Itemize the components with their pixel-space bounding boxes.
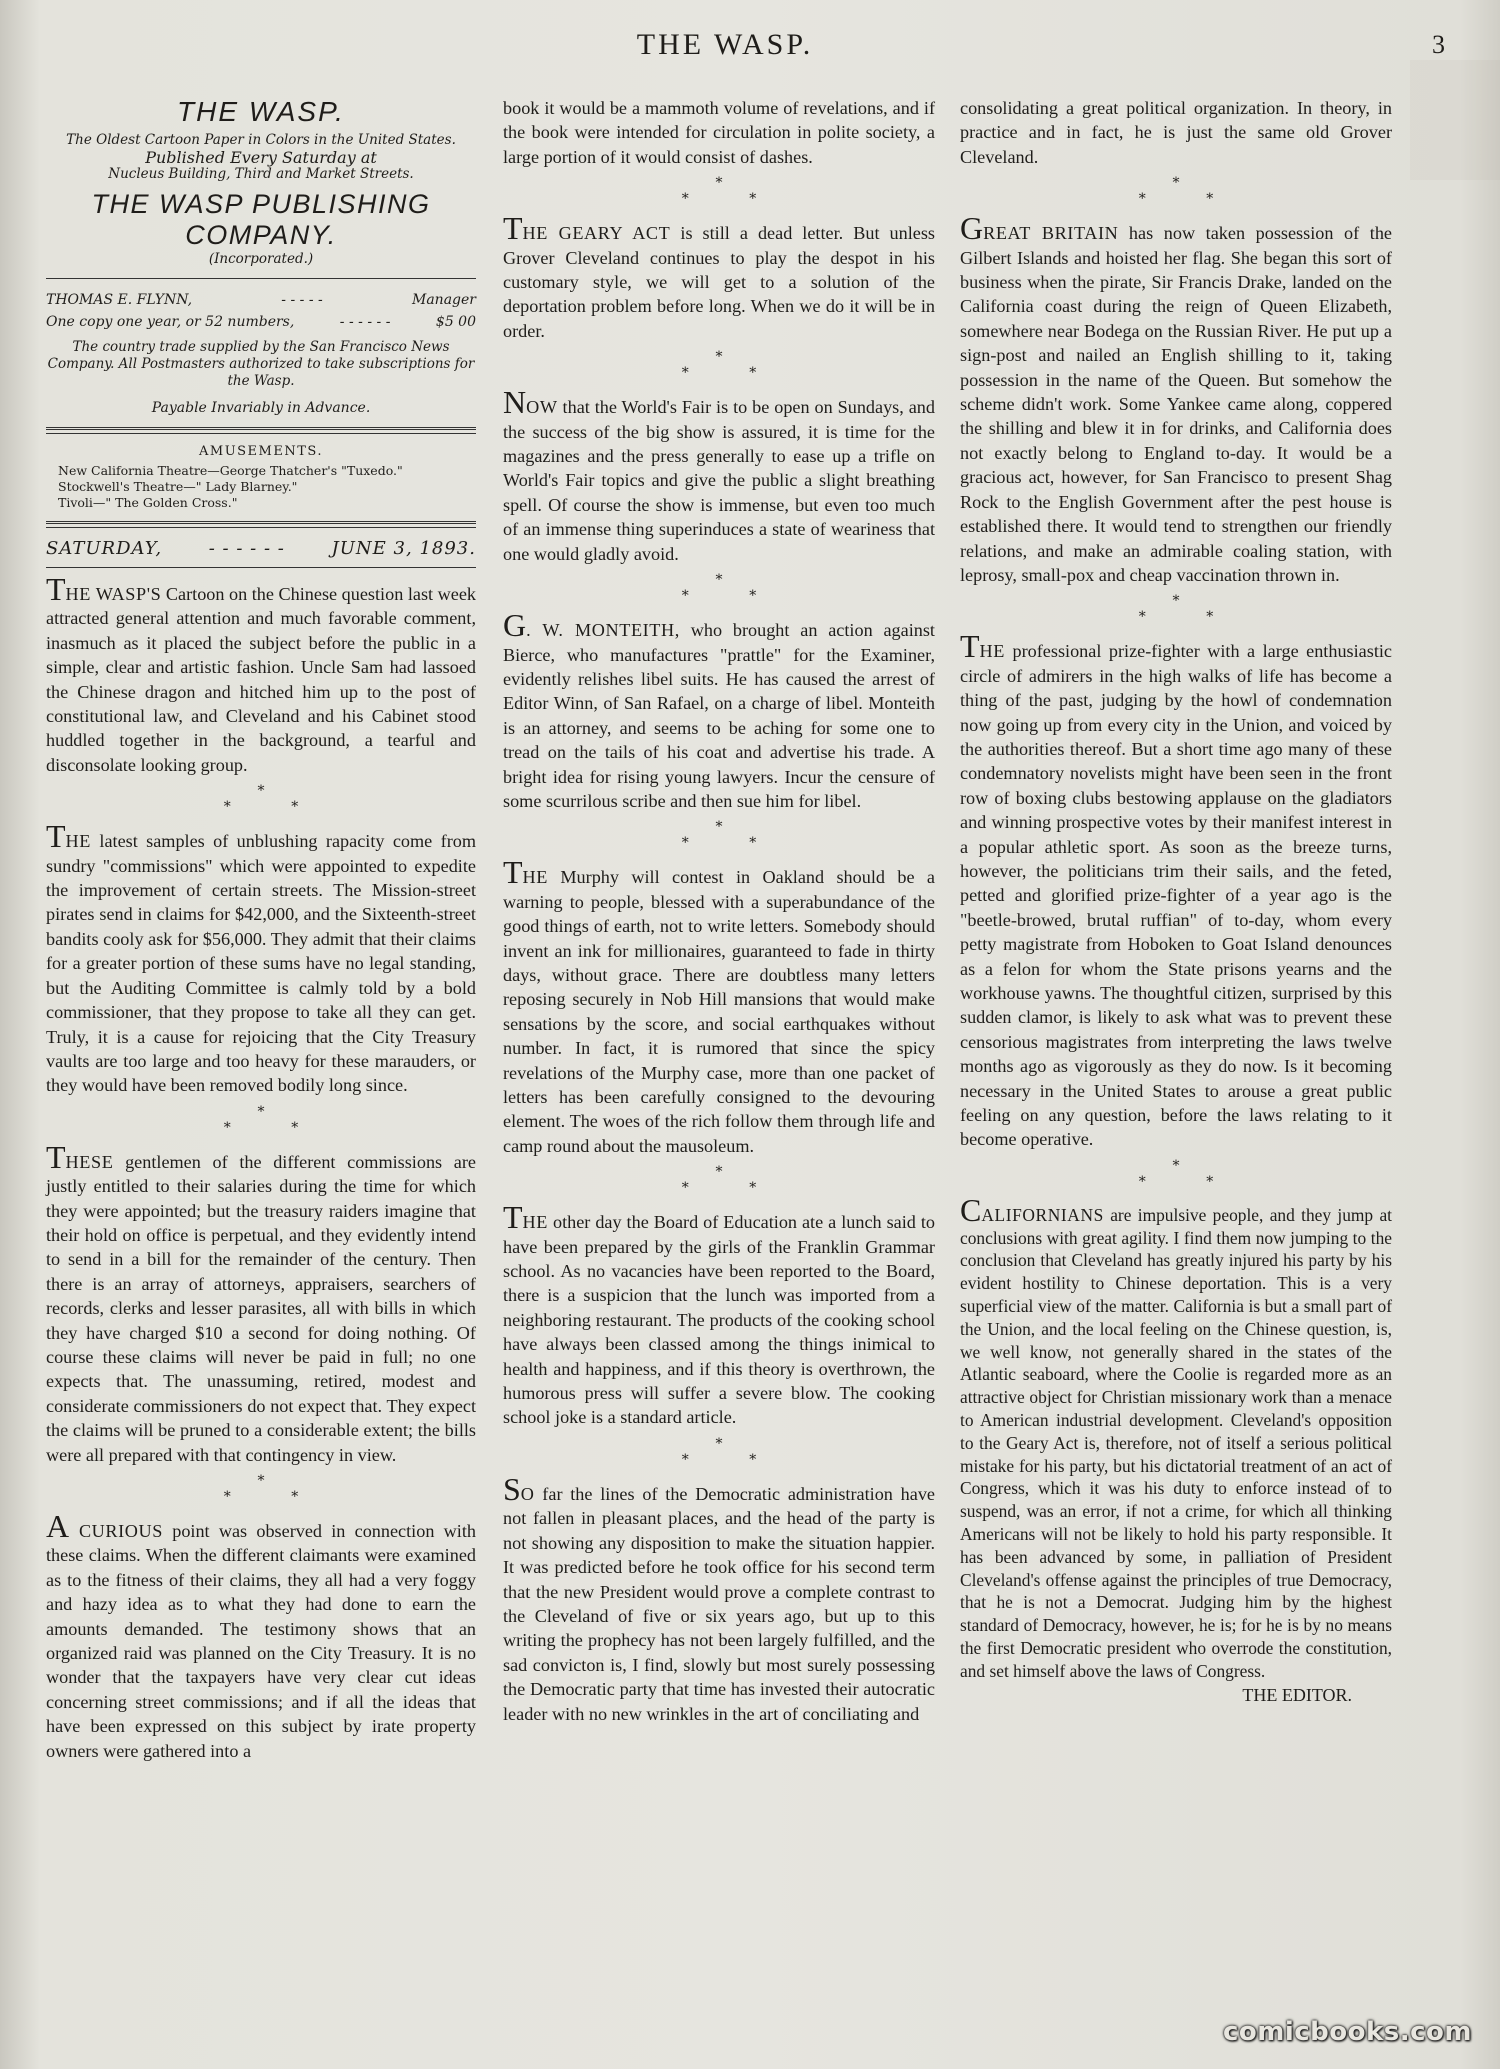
article-paragraph <box>503 1470 935 1726</box>
manager-name: THOMAS E. FLYNN, <box>46 292 193 308</box>
article-paragraph <box>503 607 935 813</box>
section-separator: * * * <box>1138 593 1242 626</box>
divider <box>46 278 476 279</box>
divider <box>46 567 476 568</box>
drop-cap: T <box>46 571 66 607</box>
section-separator: * * * <box>681 572 785 605</box>
paper-stain <box>1410 60 1500 180</box>
article-paragraph <box>46 818 476 1097</box>
paragraph-text: professional prize-fighter with a large enthusiastic circle of admirers in the high walks of life has become a thing of the past, judging by the howl of condemnation now going up from every city in the Union, and voiced by the authorities thereof. But a short time ago many of these condemnatory novelists might have been seen in the front row of boxing clubs bestowing applause on the gladiators and winning prospective votes by their manifest interest in a popular athletic sport. As soon as the breeze turns, however, the politicians trim their sails, and the feted, petted and glorified prize-fighter of a year ago is the "beetle-browed, brutal ruffian" of to-day, whom every petty magistrate from Hoboken to Goat Island denounces as a felon for whom the State prisons yearns and the workhouse yawns. The thoughtful citizen, surprised by this sudden clamor, is likely to ask what was to prevent these censorious magistrates from interpreting the laws twelve months ago as vigorously as they do now. Is it becoming necessary in the United States to arouse a great public feeling on any question, before the laws relating to it become operative. <box>960 641 1392 1150</box>
drop-cap: T <box>960 628 980 665</box>
paragraph-text: consolidating a great political organization. In theory, in practice and in fact, he is just the same old Grover Cleveland. <box>960 98 1392 167</box>
lead-words: HE <box>522 1212 548 1233</box>
double-divider <box>46 427 476 434</box>
paragraph-text: latest samples of unblushing rapacity come from sundry "commissions" which were appointed to expedite the improvement of certain streets. The Mission-street pirates send in claims for $42,000, and the Sixteenth-street bandits cooly ask for $56,000. They admit that their claims for a greater portion of these sums have no legal standing, but the Auditing Committee is calmly told by a bold commissioner, that they propose to take all they can get. Truly, it is a cause for rejoicing that the City Treasury vaults are too large and too heavy for these marauders, or they would have been removed bodily long since. <box>46 831 476 1096</box>
article-paragraph <box>503 210 935 343</box>
article-paragraph <box>960 1191 1392 1683</box>
article-paragraph <box>503 1199 935 1430</box>
editor-signature: THE EDITOR. <box>1242 1684 1352 1705</box>
article-paragraph <box>46 1138 476 1467</box>
page-number: 3 <box>1432 30 1445 59</box>
drop-cap: N <box>503 384 527 421</box>
lead-words: OW <box>526 397 558 418</box>
masthead <box>46 96 476 568</box>
masthead-published: Published Every Saturday at <box>145 148 377 167</box>
section-separator: * * * <box>681 1435 785 1468</box>
paragraph-text: gentlemen of the different commissions are justly entitled to their salaries during the time for which they were appointed; but the treasury raiders imagine that their hold on office is perpetual, and they evidently intend to send in a bill for the remainder of the century. Then there is an array of attorneys, appraisers, searchers of records, clerks and lesser parasites, all with bills in which they have charged $10 a second for doing nothing. Of course these claims will never be paid in full; no one expects that. The unassuming, retired, modest and considerate commissioners do not expect that. They expect the claims will be pruned to a considerable extent; the bills were all prepared with that contingency in view. <box>46 1151 476 1465</box>
paragraph-text: that the World's Fair is to be open on Sundays, and the success of the big show is assured, it is time for the magazines and the press generally to ease up a trifle on World's Fair topics and give the public a slight breathing spell. Of course the show is immense, but even too much of an immense thing superinduces a state of weariness that one would gladly avoid. <box>503 397 935 564</box>
dateline <box>46 538 476 559</box>
amusement-item: Stockwell's Theatre—" Lady Blarney." <box>58 479 298 494</box>
price-row <box>46 311 476 333</box>
lead-words: REAT BRITAIN <box>983 223 1119 244</box>
price-dashes: - - - - - - <box>339 314 391 330</box>
masthead-tagline: The Oldest Cartoon Paper in Colors in the United States. <box>66 132 456 148</box>
article-paragraph <box>960 210 1392 587</box>
article-paragraph <box>46 1508 476 1763</box>
paragraph-text: who brought an action against Bierce, who manufactures "prattle" for the Examiner, evidently relishes libel suits. He has caused the arrest of Editor Winn, of San Rafael, on a charge of libel. Monteith is an attorney, and seems to be aching for some one to tread on the tails of his coat and advertise his trade. A bright idea for rising young lawyers. Incur the censure of some scurrilous scribe and then sue him for libel. <box>503 620 935 811</box>
lead-words: HE GEARY ACT <box>522 223 671 244</box>
article-paragraph <box>960 96 1392 169</box>
section-separator: * * * <box>223 783 327 816</box>
section-separator: * * * <box>223 1103 327 1136</box>
section-separator: * * * <box>681 1164 785 1197</box>
amusement-item: New California Theatre—George Thatcher's "Tuxedo." <box>58 463 403 478</box>
price-text: One copy one year, or 52 numbers, <box>46 314 295 330</box>
article-paragraph <box>503 384 935 566</box>
masthead-publisher: THE WASP PUBLISHING COMPANY. <box>91 189 431 250</box>
section-separator: * * * <box>681 819 785 852</box>
drop-cap: A <box>46 1508 70 1544</box>
masthead-address: Nucleus Building, Third and Market Streets. <box>108 166 414 182</box>
lead-words: CURIOUS <box>69 1521 163 1541</box>
watermark: comicbooks.com <box>1222 2017 1472 2047</box>
drop-cap: S <box>503 1470 521 1507</box>
drop-cap: G <box>960 210 984 247</box>
drop-cap: T <box>503 854 523 891</box>
lead-words: . W. MONTEITH, <box>526 620 680 641</box>
masthead-incorporated: (Incorporated.) <box>208 251 314 267</box>
paragraph-text: has now taken possession of the Gilbert Islands and hoisted her flag. She began this sort of business when the pirate, Sir Francis Drake, landed on the California coast during the reign of Queen Elizabeth, somewhere near Bodega on the Russian River. He put up a sign-post and nailed an English shilling to it, taking possession in the name of the Queen. But somehow the scheme didn't work. Some Yankee came along, coppered the shilling and blew it in for drinks, and California does not exactly belong to England to-day. It would be a gracious act, however, for San Francisco to present Shag Rock to the English Government after the pest house is established there. It would tend to strengthen our friendly relations, and make an admirable coaling station, with leprosy, small-pox and cheap vaccination thrown in. <box>960 223 1392 585</box>
paragraph-text: far the lines of the Democratic administration have not fallen in pleasant places, and the head of the party is not showing any disposition to make the situation happier. It was predicted before he took office for his second term that the new President would prove a complete contrast to the Cleveland of five or six years ago, but up to this writing the prophecy has not been largely fulfilled, and the sad convicton is, I find, slowly but most surely possessing the Democratic party that time has invested their autocratic leader with no new wrinkles in the art of conciliating and <box>503 1483 935 1724</box>
column-3 <box>960 96 1392 1706</box>
price-value: $5 00 <box>435 314 476 330</box>
drop-cap: T <box>46 818 66 855</box>
paragraph-text: point was observed in connection with these claims. When the different claimants were examined as to the fitness of their claims, they all had a very foggy and hazy idea as to what they had done to earn the amounts demanded. The testimony shows that an organized raid was planned on the City Treasury. It is no wonder that the taxpayers have very clear cut ideas concerning street commissions; and if all the ideas that have been expressed on this subject by irate property owners were gathered into a <box>46 1521 476 1761</box>
amusement-item: Tivoli—" The Golden Cross." <box>58 495 238 510</box>
lead-words: HE <box>65 831 91 852</box>
section-separator: * * * <box>681 175 785 208</box>
lead-words: HE <box>979 641 1005 662</box>
drop-cap: C <box>960 1191 982 1228</box>
manager-dashes: - - - - - <box>281 292 323 308</box>
manager-title: Manager <box>412 292 476 308</box>
section-separator: * * * <box>1138 175 1242 208</box>
payable-note: Payable Invariably in Advance. <box>151 400 371 416</box>
date-day: SATURDAY, <box>46 538 163 559</box>
paragraph-text: Murphy will contest in Oakland should be a warning to people, blessed with a superabundance of the good things of earth, not to write letters. Somebody should invent an ink for millionaires, guaranteed to fade in thirty days, without grace. There are doubtless many letters reposing securely in Nob Hill mansions that would make sensations by the score, and social earthquakes without number. In fact, it is rumored that since the spicy revelations of the Murphy case, more than one packet of letters has been carefully consigned to the devouring element. The woes of the rich follow them through life and camp round about the mausoleum. <box>503 867 935 1156</box>
amusements-heading: AMUSEMENTS. <box>199 444 323 459</box>
drop-cap: T <box>503 1199 523 1236</box>
drop-cap: T <box>46 1138 66 1175</box>
date-dashes: - - - - - - <box>208 538 285 559</box>
lead-words: ALIFORNIANS <box>981 1204 1104 1225</box>
column-2 <box>503 96 935 1726</box>
article-paragraph <box>503 854 935 1158</box>
section-separator: * * * <box>1138 1157 1242 1190</box>
date-value: JUNE 3, 1893. <box>331 538 476 559</box>
paragraph-text: is still a dead letter. But unless Grover Cleveland continues to play the despot in his customary style, we will get to a solution of the deportation problem before long. When we do it will be in order. <box>503 223 935 341</box>
lead-words: O <box>520 1483 535 1504</box>
trade-note: The country trade supplied by the San Francisco News Company. All Postmasters authorized to take subscriptions for the Wasp. <box>47 339 475 389</box>
lead-words: HESE <box>65 1151 114 1172</box>
drop-cap: T <box>503 210 523 247</box>
paragraph-text: are impulsive people, and they jump at conclusions with great agility. I find them now jumping to the conclusion that Cleveland has greatly injured his party by his evident hostility to Chinese deportation. This is a very superficial view of the matter. California is but a small part of the Union, and the local feeling on the Chinese question, is, we well know, not generally shared in the states of the Atlantic seaboard, where the Coolie is regarded more as an attractive object for Christian missionary work than a menace to American industrial development. Cleveland's opposition to the Geary Act is, therefore, not of itself a serious political mistake for his party, but his dictatorial treatment of an act of Congress, which it was his duty to enforce instead of to suspend, was an error, if not a crime, for which all thinking Americans will not be likely to hold his party responsible. It has been advanced by some, in palliation of President Cleveland's offense against the principles of true Democracy, that he is not a Democrat. Judging him by the highest standard of Democracy, however, he is; for he is by no means the first Democratic president who overrode the constitution, and set himself above the laws of Congress. <box>960 1204 1392 1681</box>
double-divider <box>46 521 476 528</box>
paragraph-text: Cartoon on the Chinese question last week attracted general attention and much favorable comment, inasmuch as it placed the subject before the public in a simple, clear and artistic fashion. Uncle Sam had lassoed the Chinese dragon and hitched him up to the post of constitutional law, and Cleveland and his Cabinet stood huddled together in the background, a tearful and disconsolate looking group. <box>46 584 477 775</box>
paragraph-text: other day the Board of Education ate a lunch said to have been prepared by the girls of the Franklin Grammar school. As no vacancies have been reported to the Board, there is a suspicion that the lunch was imported from a neighboring restaurant. The products of the cooking school have always been classed among the things inimical to health and happiness, and if this theory is overthrown, the humorous press will suffer a severe blow. The cooking school joke is a standard article. <box>503 1212 935 1428</box>
paragraph-text: book it would be a mammoth volume of revelations, and if the book were intended for circulation in polite society, a large portion of it would consist of dashes. <box>503 98 935 167</box>
lead-words: HE <box>522 867 548 888</box>
lead-words: HE WASP'S <box>65 584 162 604</box>
manager-row <box>46 289 476 311</box>
column-1 <box>46 96 476 1763</box>
section-separator: * * * <box>223 1473 327 1505</box>
masthead-title: THE WASP. <box>177 96 345 127</box>
drop-cap: G <box>503 607 527 644</box>
running-head: THE WASP. <box>636 28 814 61</box>
article-paragraph <box>960 628 1392 1152</box>
article-paragraph <box>503 96 935 169</box>
article-paragraph <box>46 571 477 777</box>
section-separator: * * * <box>681 349 785 382</box>
